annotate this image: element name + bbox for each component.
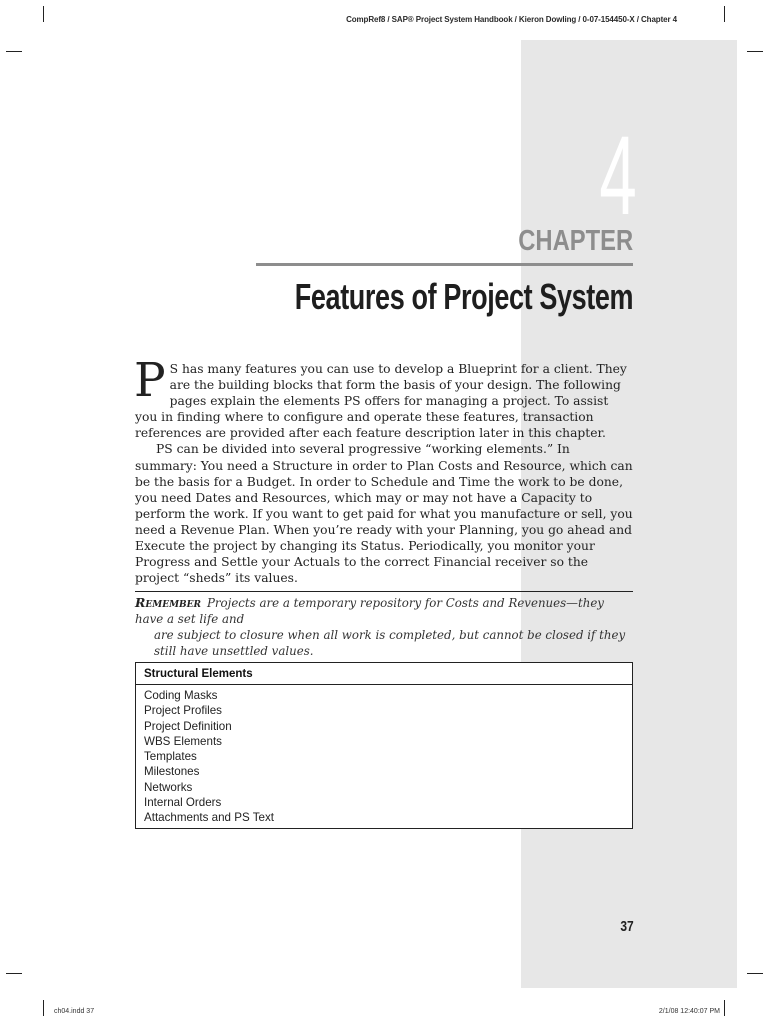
crop-mark-bottom-left-v (43, 1000, 44, 1016)
body-text (134, 353, 633, 586)
running-head: CompRef8 / SAP® Project System Handbook / Kieron Dowling / 0-07-154450-X / Chapter 4 (346, 15, 677, 24)
crop-mark-bottom-right-h (747, 973, 763, 974)
page-number: 37 (620, 918, 634, 935)
slug-timestamp: 2/1/08 12:40:07 PM (658, 1008, 720, 1015)
crop-mark-top-left-h (6, 51, 22, 52)
crop-mark-top-left-v (43, 6, 44, 22)
chapter-number: 4 (599, 113, 634, 238)
remember-label: Remember (135, 595, 201, 610)
paragraph-2: PS can be divided into several progressive “working elements.” In summary: You need a Structure in order to Plan Costs and Resource, which can be the basis for a Budget. In order to Schedule and Time the work to be done, you need Dates and Resources, which may or may not have a Capacity to perform the work. If you want to get paid for what you manufacture or sell, you need a Revenue Plan. When you’re ready with your Planning, you go ahead and Execute the project by changing its Status. Periodically, you monitor your Progress and Settle your Actuals to the correct Financial receiver so the project “sheds” its values. (135, 442, 633, 586)
structural-elements-list (136, 685, 632, 826)
remember-rule (135, 591, 633, 592)
slug-file-info: ch04.indd 37 (54, 1008, 95, 1015)
crop-mark-top-right-v (724, 6, 725, 22)
list-item: Attachments and PS Text (144, 811, 274, 825)
paragraph-1-text: S has many features you can use to develop a Blueprint for a client. They are the building blocks that form the basis of your design. The following pages explain the elements PS offers for managing a project. To assist you in finding where to configure and operate these features, transaction references are provided after each feature description later in this chapter. (135, 362, 627, 441)
chapter-title: Features of Project System (294, 276, 633, 317)
list-item: Coding Masks (144, 689, 218, 702)
crop-mark-top-right-h (747, 51, 763, 52)
remember-note (135, 595, 633, 659)
structural-elements-table (135, 662, 633, 829)
remember-text-line1: Projects are a temporary repository for Costs and Revenues—they have a set life and (135, 596, 604, 626)
remember-text-rest: are subject to closure when all work is completed, but cannot be closed if they still have unsettled values. (154, 628, 626, 658)
list-item: Templates (144, 750, 197, 764)
chapter-label: CHAPTER (518, 225, 633, 257)
list-item: WBS Elements (144, 734, 222, 748)
structural-elements-header: Structural Elements (136, 663, 632, 685)
chapter-rule (256, 263, 633, 266)
list-item: Project Profiles (144, 704, 222, 718)
drop-cap: P (134, 353, 166, 408)
list-item: Project Definition (144, 719, 232, 733)
crop-mark-bottom-right-v (724, 1000, 725, 1016)
list-item: Internal Orders (144, 796, 222, 810)
list-item: Milestones (144, 765, 200, 779)
crop-mark-bottom-left-h (6, 973, 22, 974)
paragraph-1 (134, 353, 633, 441)
list-item: Networks (144, 780, 193, 794)
